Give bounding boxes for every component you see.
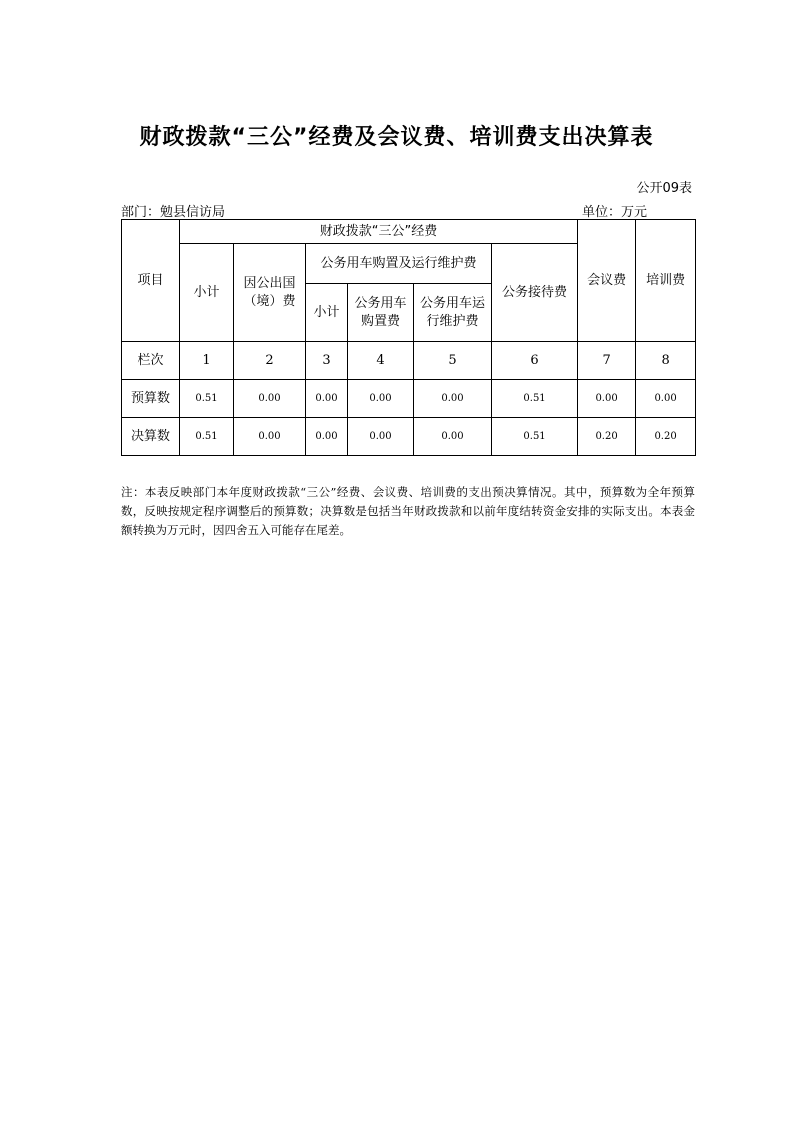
header-reception: 公务接待费	[492, 244, 578, 342]
table-cell: 0.00	[578, 380, 636, 418]
header-item: 项目	[122, 220, 180, 342]
column-number: 5	[414, 342, 492, 380]
header-vehicle-operation: 公务用车运行维护费	[414, 284, 492, 342]
table-cell: 0.00	[306, 380, 348, 418]
column-number: 2	[234, 342, 306, 380]
column-number: 8	[636, 342, 696, 380]
table-cell: 0.00	[636, 380, 696, 418]
table-cell: 0.00	[234, 380, 306, 418]
table-cell: 0.00	[348, 418, 414, 456]
table-cell: 0.00	[306, 418, 348, 456]
table-cell: 0.51	[180, 380, 234, 418]
table-cell: 0.00	[414, 380, 492, 418]
column-number: 3	[306, 342, 348, 380]
table-row-final	[122, 418, 696, 456]
table-cell: 0.51	[492, 380, 578, 418]
header-meeting: 会议费	[578, 220, 636, 342]
table-cell: 0.51	[492, 418, 578, 456]
column-number: 6	[492, 342, 578, 380]
column-number: 4	[348, 342, 414, 380]
column-number: 1	[180, 342, 234, 380]
table-cell: 0.00	[414, 418, 492, 456]
table-cell: 0.00	[348, 380, 414, 418]
column-row-label: 栏次	[122, 342, 180, 380]
expenditure-table	[121, 219, 696, 456]
header-vehicle-purchase: 公务用车购置费	[348, 284, 414, 342]
department-label: 部门：勉县信访局	[121, 205, 226, 220]
table-cell: 0.20	[636, 418, 696, 456]
footnote: 注：本表反映部门本年度财政拨款“三公”经费、会议费、培训费的支出预决算情况。其中，预算数为全年预算数，反映按规定程序调整后的预算数；决算数是包括当年财政拨款和以前年度结转资金安排的实际支出。本表金额转换为万元时，因四舍五入可能存在尾差。	[121, 485, 695, 537]
header-training: 培训费	[636, 220, 696, 342]
header-vehicle: 公务用车购置及运行维护费	[306, 244, 492, 284]
row-label: 预算数	[122, 380, 180, 418]
unit-label: 单位：万元	[582, 205, 648, 220]
table-row-budget	[122, 380, 696, 418]
table-cell: 0.00	[234, 418, 306, 456]
row-label: 决算数	[122, 418, 180, 456]
header-abroad: 因公出国（境）费	[234, 244, 306, 342]
form-number: 公开09表	[636, 181, 692, 196]
page-title: 财政拨款“三公”经费及会议费、培训费支出决算表	[139, 125, 654, 150]
header-three-public: 财政拨款“三公”经费	[180, 220, 578, 244]
table-cell: 0.51	[180, 418, 234, 456]
header-vehicle-subtotal: 小计	[306, 284, 348, 342]
table-cell: 0.20	[578, 418, 636, 456]
header-subtotal: 小计	[180, 244, 234, 342]
column-number: 7	[578, 342, 636, 380]
